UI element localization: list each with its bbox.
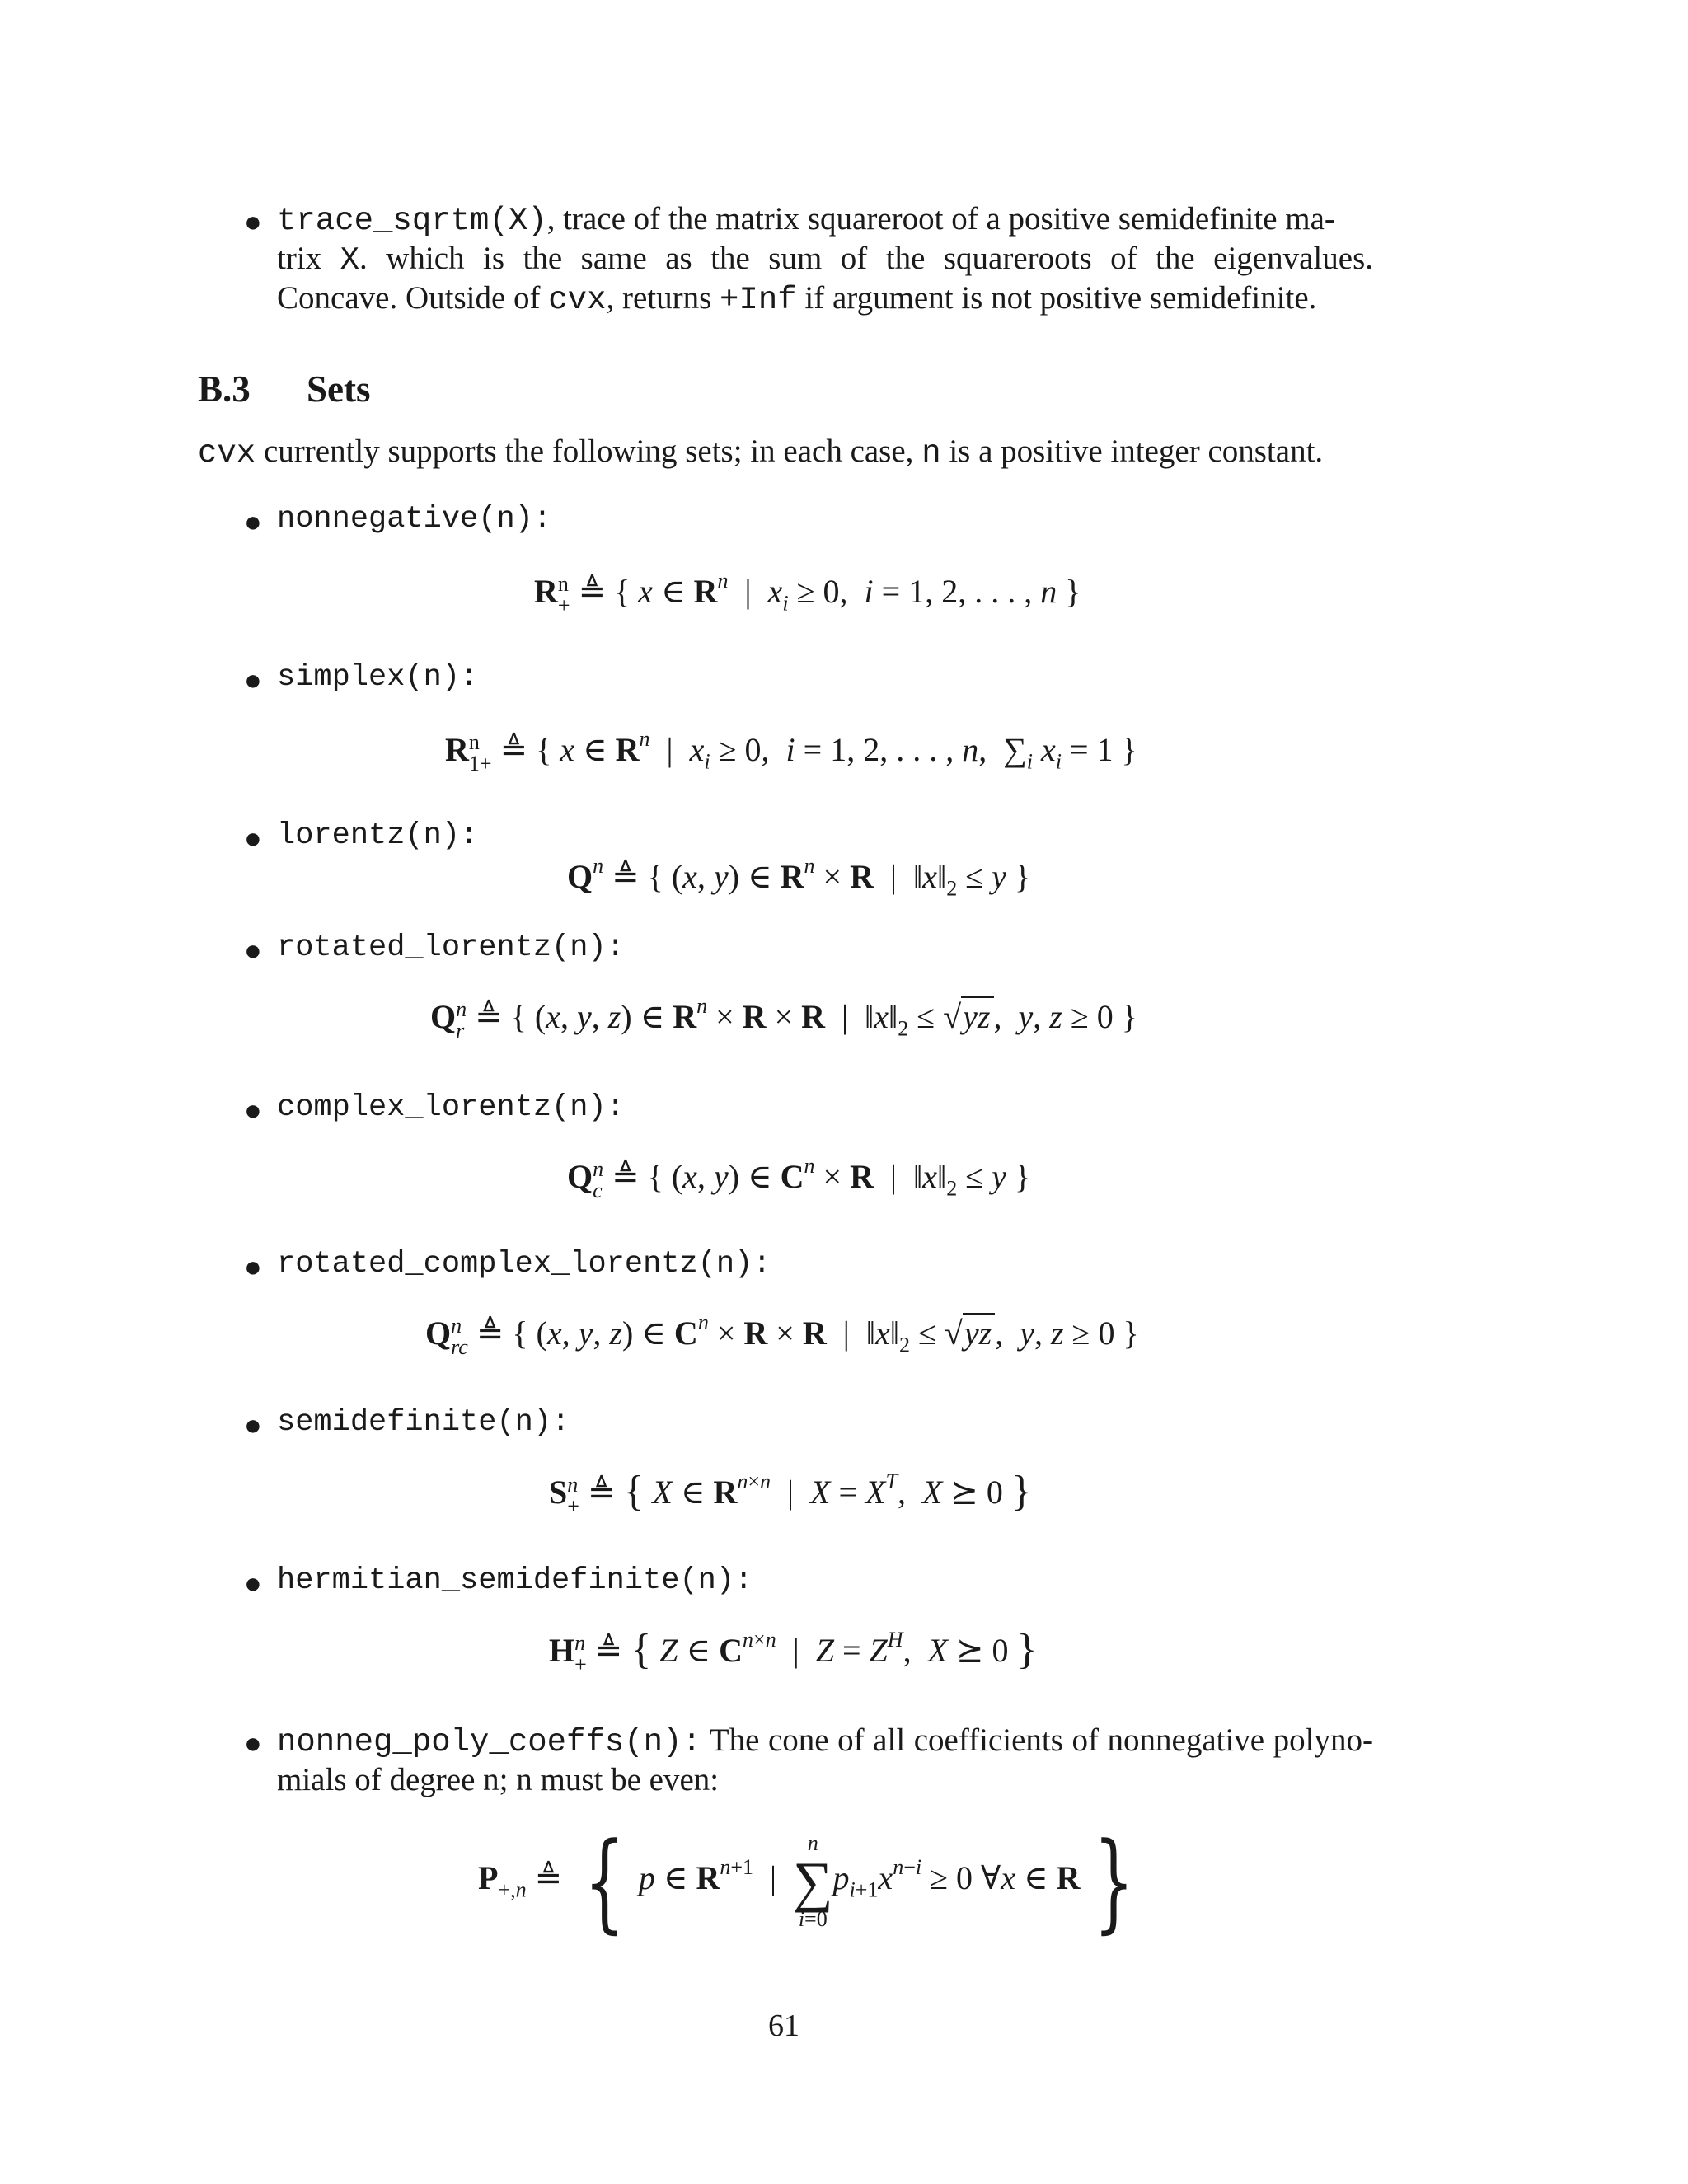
intro-sentence	[198, 432, 1323, 473]
text: if argument is not positive semidefinite.	[804, 280, 1317, 316]
code-cvx: cvx	[198, 435, 256, 471]
equation-nonnegative: R n + ≜ { x ∈ $R^n$ | $x_i \ge 0$, i = 1, 2, . . . , n }	[534, 569, 1081, 617]
equation-complex-lorentz: Q n c ≜ { (x, y) ∈ $C^n \times R$ | $‖x‖_2 \le y$ }	[567, 1154, 1031, 1202]
paragraph-line	[277, 1721, 1373, 1762]
page-number: 61	[768, 2008, 799, 2043]
item-label	[277, 499, 551, 539]
colon: :	[606, 1090, 625, 1125]
text: is a positive integer constant.	[949, 434, 1324, 469]
item-label	[277, 816, 478, 855]
code-nonneg-poly-coeffs: nonneg_poly_coeffs(n)	[277, 1724, 682, 1760]
colon: :	[460, 660, 479, 695]
paragraph-line	[277, 239, 1373, 280]
text: currently supports the following sets; in each case,	[263, 434, 914, 469]
text: trix	[277, 241, 322, 276]
item-label	[277, 1244, 771, 1284]
colon: :	[551, 1405, 570, 1440]
code-semidefinite: semidefinite(n)	[277, 1405, 552, 1440]
equation-hermitian-semidefinite: H n + ≜ { Z ∈ $C^{n\times n}$ | $Z = Z^H$, X ⪰ 0 }	[549, 1626, 1038, 1676]
equation-lorentz: $Q^n$ ≜ { (x, y) ∈ $R^n \times R$ | $‖x‖_2 \le y$ }	[567, 854, 1031, 901]
colon: :	[460, 818, 479, 853]
bullet-marker: ●	[244, 1094, 262, 1127]
colon: :	[734, 1563, 753, 1598]
code-cvx: cvx	[548, 282, 607, 318]
section-number: B.3	[198, 368, 251, 410]
item-label	[277, 1561, 753, 1601]
paragraph-line	[277, 279, 1316, 320]
code-inf: +Inf	[720, 282, 797, 318]
bullet-marker: ●	[244, 205, 262, 238]
item-label	[277, 1088, 625, 1127]
item-label	[277, 1403, 570, 1442]
text: , returns	[606, 280, 712, 316]
bullet-marker: ●	[244, 663, 262, 696]
code-lorentz: lorentz(n)	[277, 818, 461, 853]
colon: :	[606, 930, 625, 965]
bullet-marker: ●	[244, 1727, 262, 1760]
bullet-marker: ●	[244, 1408, 262, 1441]
equation-semidefinite: S n + ≜ { X ∈ $R^{n\times n}$ | $X = X^T$, X ⪰ 0 }	[549, 1468, 1032, 1518]
colon: :	[532, 502, 552, 537]
equation-nonneg-poly-coeffs: $P_{+,n}$ ≜ { p ∈ $R^{n+1}$ | n ∑ i=0 $p_{i+1}x^{n-i} \ge 0$ ∀x ∈ R }	[478, 1819, 1135, 1944]
code-nonnegative: nonnegative(n)	[277, 502, 533, 537]
code-x: X	[340, 242, 360, 279]
colon: :	[753, 1247, 771, 1282]
bullet-marker: ●	[244, 822, 262, 855]
bullet-marker: ●	[244, 1567, 262, 1600]
equation-simplex: R n 1+ ≜ { x ∈ $R^n$ | $x_i \ge 0$, i = 1, 2, . . . , n, $\sum_i$ $x_i = 1$ }	[445, 727, 1137, 776]
code-complex-lorentz: complex_lorentz(n)	[277, 1090, 607, 1125]
code-rotated-complex-lorentz: rotated_complex_lorentz(n)	[277, 1247, 753, 1282]
code-rotated-lorentz: rotated_lorentz(n)	[277, 930, 607, 965]
item-label	[277, 928, 625, 968]
text: The cone of all coefficients of nonnegative polyno-	[709, 1722, 1373, 1758]
text: , trace of the matrix squareroot of a positive semidefinite ma-	[546, 201, 1335, 237]
equation-rotated-complex-lorentz: Q n rc ≜ { (x, y, z) ∈ $C^n \times R \times R$ | $‖x‖_2 \le √yz$ , y, z ≥ 0 }	[425, 1310, 1139, 1359]
text: . which is the same as the sum of the squareroots of the eigenvalues.	[359, 241, 1373, 276]
colon: :	[682, 1724, 701, 1760]
paragraph-line: mials of degree n; n must be even:	[277, 1762, 720, 1797]
code-simplex: simplex(n)	[277, 660, 461, 695]
bullet-marker: ●	[244, 1250, 262, 1283]
bullet-marker: ●	[244, 505, 262, 538]
code-trace-sqrtm: trace_sqrtm(X)	[277, 203, 547, 239]
bullet-marker: ●	[244, 934, 262, 967]
section-title: Sets	[307, 368, 371, 410]
item-label	[277, 658, 478, 697]
equation-rotated-lorentz: Q n r ≜ { (x, y, z) ∈ $R^n \times R \times R$ | $‖x‖_2 \le √yz$ , y, z ≥ 0 }	[430, 994, 1137, 1043]
code-n: n	[921, 435, 941, 471]
paragraph-line	[277, 199, 1335, 241]
text: Concave. Outside of	[277, 280, 541, 316]
code-hermitian-semidefinite: hermitian_semidefinite(n)	[277, 1563, 735, 1598]
